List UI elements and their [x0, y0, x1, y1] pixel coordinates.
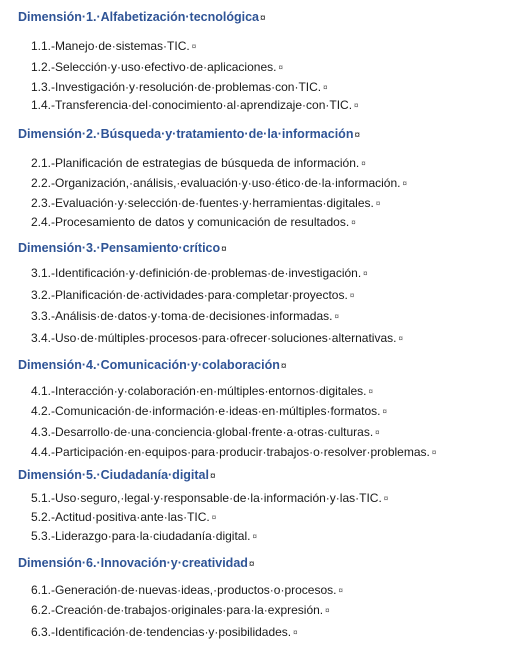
list-item: 3.2.-Planificación·de·actividades·para·completar·proyectos. ¤ — [31, 288, 355, 302]
list-item: 5.2.-Actitud·positiva·ante·las·TIC. ¤ — [31, 510, 217, 524]
list-item: 5.3.-Liderazgo·para·la·ciudadanía·digital. ¤ — [31, 529, 257, 543]
pilcrow-mark: ¤ — [280, 361, 287, 372]
list-item: 2.1.-Planificación de estrategias de búsqueda de información. ¤ — [31, 156, 366, 170]
dimension-heading-6: Dimensión·6.·Innovación·y·creatividad¤ — [18, 556, 255, 570]
pilcrow-mark: ¤ — [431, 448, 437, 457]
pilcrow-mark: ¤ — [323, 83, 328, 92]
pilcrow-mark: ¤ — [368, 387, 373, 396]
dimension-heading-1: Dimensión·1.·Alfabetización·tecnológica¤ — [18, 10, 266, 24]
list-item: 4.4.-Participación·en·equipos·para·producir·trabajos·o·resolver·problemas. ¤ — [31, 445, 437, 459]
pilcrow-mark: ¤ — [349, 291, 355, 300]
list-item: 6.3.-Identificación·de·tendencias·y·posibilidades. ¤ — [31, 625, 298, 639]
pilcrow-mark: ¤ — [338, 586, 343, 595]
list-item: 4.2.-Comunicación·de·información·e·ideas·en·múltiples·formatos. ¤ — [31, 404, 387, 418]
pilcrow-mark: ¤ — [375, 428, 380, 437]
pilcrow-mark: ¤ — [398, 334, 403, 343]
list-item: 4.3.-Desarrollo·de·una·conciencia·global·frente·a·otras·culturas. ¤ — [31, 425, 380, 439]
pilcrow-mark: ¤ — [260, 13, 266, 24]
pilcrow-mark: ¤ — [334, 312, 339, 321]
pilcrow-mark: ¤ — [382, 407, 387, 416]
pilcrow-mark: ¤ — [210, 471, 216, 482]
dimension-heading-4: Dimensión·4.·Comunicación·y·colaboración¤ — [18, 358, 287, 372]
pilcrow-mark: ¤ — [354, 101, 359, 110]
list-item: 1.4.-Transferencia·del·conocimiento·al·aprendizaje·con·TIC. ¤ — [31, 98, 359, 112]
list-item: 3.1.-Identificación·y·definición·de·problemas·de·investigación. ¤ — [31, 266, 368, 280]
list-item: 2.3.-Evaluación·y·selección·de·fuentes·y·herramientas·digitales. ¤ — [31, 196, 381, 210]
list-item: 6.2.-Creación·de·trabajos·originales·para·la·expresión. ¤ — [31, 603, 330, 617]
list-item: 1.1.-Manejo·de·sistemas·TIC. ¤ — [31, 39, 197, 53]
pilcrow-mark: ¤ — [211, 513, 217, 522]
list-item: 2.2.-Organización,·análisis,·evaluación·y·uso·ético·de·la·información. ¤ — [31, 176, 407, 190]
pilcrow-mark: ¤ — [351, 218, 356, 227]
pilcrow-mark: ¤ — [191, 42, 197, 51]
pilcrow-mark: ¤ — [278, 63, 283, 72]
pilcrow-mark: ¤ — [221, 244, 227, 255]
list-item: 3.4.-Uso·de·múltiples·procesos·para·ofrecer·soluciones·alternativas. ¤ — [31, 331, 403, 345]
dimension-heading-5: Dimensión·5.·Ciudadanía·digital¤ — [18, 468, 216, 482]
list-item: 1.3.-Investigación·y·resolución·de·problemas·con·TIC. ¤ — [31, 80, 328, 94]
pilcrow-mark: ¤ — [248, 559, 255, 570]
list-item: 6.1.-Generación·de·nuevas·ideas,·productos·o·procesos. ¤ — [31, 583, 343, 597]
pilcrow-mark: ¤ — [363, 269, 368, 278]
pilcrow-mark: ¤ — [402, 179, 407, 188]
pilcrow-mark: ¤ — [383, 494, 389, 503]
pilcrow-mark: ¤ — [325, 606, 330, 615]
list-item: 4.1.-Interacción·y·colaboración·en·múltiples·entornos·digitales. ¤ — [31, 384, 373, 398]
pilcrow-mark: ¤ — [354, 130, 361, 141]
pilcrow-mark: ¤ — [361, 159, 366, 168]
pilcrow-mark: ¤ — [252, 532, 257, 541]
pilcrow-mark: ¤ — [375, 199, 381, 208]
list-item: 1.2.-Selección·y·uso·efectivo·de·aplicaciones. ¤ — [31, 60, 283, 74]
list-item: 2.4.-Procesamiento de datos y comunicación de resultados. ¤ — [31, 215, 356, 229]
dimension-heading-2: Dimensión·2.·Búsqueda·y·tratamiento·de·la·información¤ — [18, 127, 361, 141]
dimension-heading-3: Dimensión·3.·Pensamiento·crítico¤ — [18, 241, 227, 255]
list-item: 5.1.-Uso·seguro,·legal·y·responsable·de·la·información·y·las·TIC. ¤ — [31, 491, 389, 505]
pilcrow-mark: ¤ — [293, 628, 298, 637]
list-item: 3.3.-Análisis·de·datos·y·toma·de·decisiones·informadas. ¤ — [31, 309, 339, 323]
